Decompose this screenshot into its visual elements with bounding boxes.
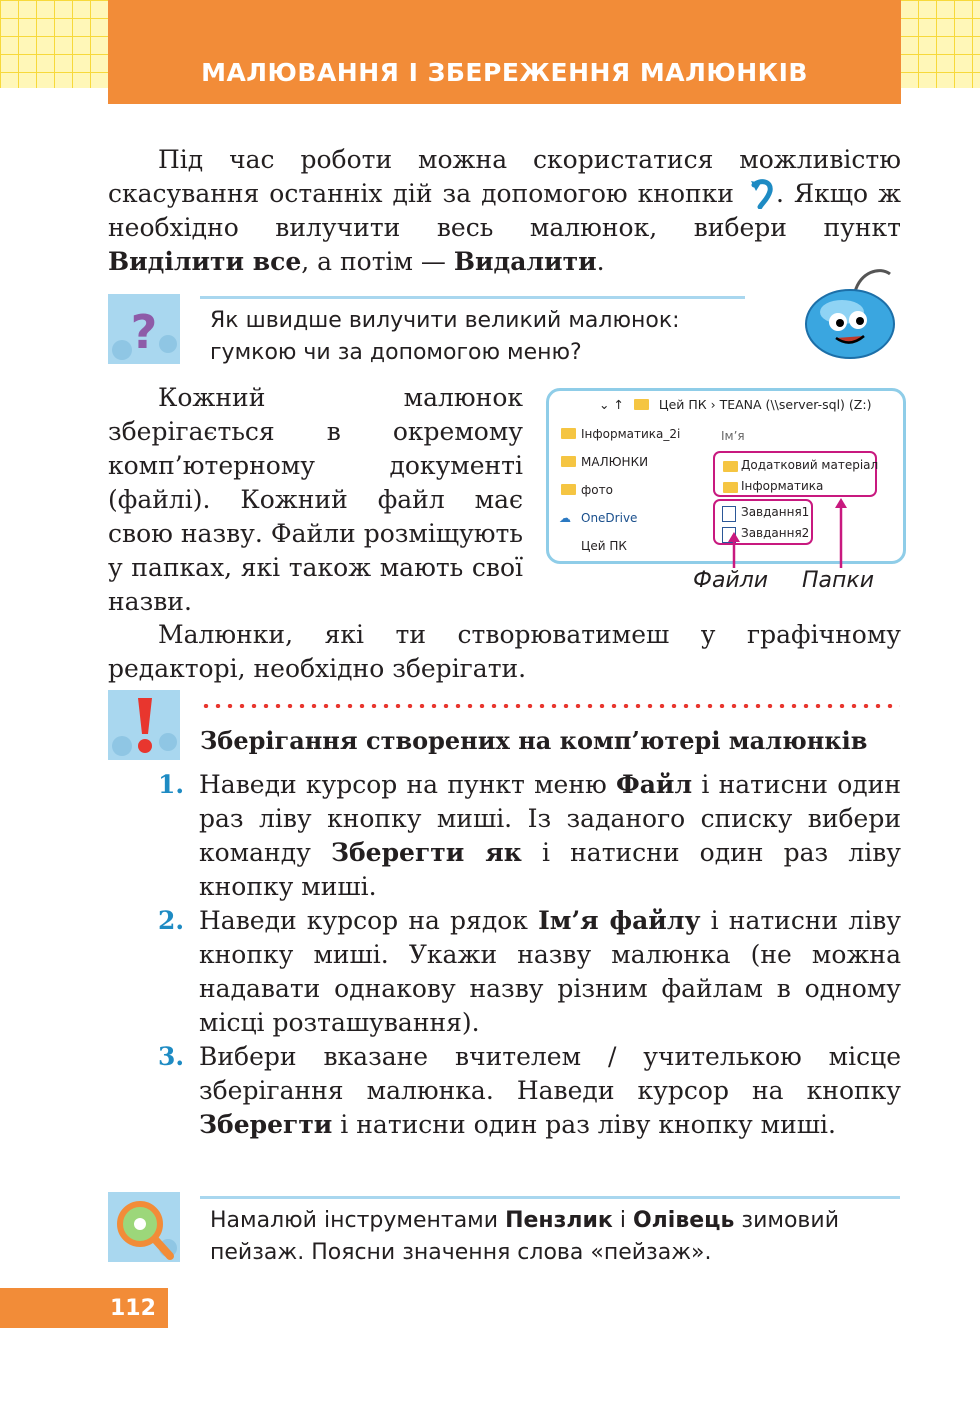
- address-text: Цей ПК › TEANA (\\server-sql) (Z:): [658, 397, 872, 412]
- list-item: 3. Вибери вказане вчителем / учителькою місце зберігання малюнка. Наведи курсор на кнопку Зберегти і натисни один раз ліву кнопку миші.: [158, 1042, 901, 1139]
- grid-decoration-left: [0, 0, 108, 88]
- files-label: Файли: [693, 568, 769, 593]
- address-bar: [599, 397, 871, 412]
- back-arrow-icon: ⌄ ↑: [599, 397, 624, 412]
- exclamation-icon: [108, 690, 180, 760]
- page-title: МАЛЮВАННЯ І ЗБЕРЕЖЕННЯ МАЛЮНКІВ: [201, 58, 808, 87]
- dotted-divider: [200, 704, 900, 708]
- folder-icon: [561, 456, 576, 467]
- nav-item[interactable]: МАЛЮНКИ: [557, 451, 707, 479]
- file-row[interactable]: Завдання1: [719, 503, 809, 523]
- question-text: Як швидше вилучити великий малюнок: гумкою чи за допомогою меню?: [210, 308, 680, 365]
- nav-item[interactable]: Цей ПК: [581, 539, 627, 553]
- question-divider: [200, 296, 745, 299]
- folder-icon: [723, 461, 738, 472]
- step-number: 3.: [158, 1042, 185, 1071]
- svg-text:?: ?: [130, 305, 158, 359]
- folder-row[interactable]: Додатковий матеріал: [719, 456, 878, 476]
- step-number: 1.: [158, 770, 185, 799]
- files-paragraph-text: Кожний малюнок зберігається в окремому комп’ютерному документі (файлі). Кожний файл має свою назву. Файли розміщують у папках, які також мають свої назви.: [108, 383, 523, 616]
- magnifier-icon: [108, 1192, 180, 1262]
- folder-icon: [561, 484, 576, 495]
- folders-label: Папки: [802, 568, 874, 593]
- intro-text-4: .: [596, 247, 605, 276]
- name-column-header[interactable]: Ім’я: [721, 429, 745, 443]
- undo-icon: [750, 177, 776, 209]
- navigation-pane: [557, 423, 707, 563]
- intro-text-3: , а потім —: [301, 247, 454, 276]
- save-term: Зберегти: [199, 1110, 333, 1139]
- cloud-icon: ☁: [559, 511, 571, 525]
- list-item: 1. Наведи курсор на пункт меню Файл і натисни один раз ліву кнопку миші. Із заданого списку вибери команду Зберегти як і натисни один раз ліву кнопку миші.: [158, 770, 901, 901]
- mouse-mascot-icon: [800, 262, 905, 362]
- grid-decoration-right: [900, 0, 980, 88]
- file-name-term: Ім’я файлу: [538, 906, 701, 935]
- delete-term: Видалити: [453, 247, 597, 276]
- title-banner: [108, 0, 901, 104]
- steps-list: [158, 768, 901, 1142]
- folder-icon: [561, 428, 576, 439]
- nav-item[interactable]: ☁ OneDrive: [557, 507, 707, 535]
- steps-heading: Зберігання створених на комп’ютері малюнків: [200, 726, 868, 755]
- brush-term: Пензлик: [505, 1208, 613, 1233]
- save-paragraph-text: Малюнки, які ти створюватимеш у графічному редакторі, необхідно зберігати.: [108, 620, 901, 683]
- list-item: 2. Наведи курсор на рядок Ім’я файлу і натисни ліву кнопку миші. Укажи назву малюнка (не можна надавати однакову назву різним файлам в одному місці розташування).: [158, 906, 901, 1037]
- pointer-arrows: [700, 490, 880, 570]
- intro-text-2: . Якщо ж необхідно вилучити весь малюнок, вибери пункт: [108, 179, 901, 242]
- step-number: 2.: [158, 906, 185, 935]
- nav-item[interactable]: фото: [557, 479, 707, 507]
- save-as-term: Зберегти як: [330, 838, 522, 867]
- save-paragraph: [108, 618, 901, 686]
- pencil-term: Олівець: [632, 1208, 735, 1233]
- task-divider: [200, 1196, 900, 1199]
- nav-item[interactable]: Інформатика_2і: [557, 423, 707, 451]
- folder-row[interactable]: Інформатика: [719, 477, 823, 497]
- files-paragraph: [108, 381, 523, 619]
- select-all-term: Виділити все: [108, 247, 302, 276]
- file-row[interactable]: Завдання2: [719, 524, 809, 544]
- file-menu-term: Файл: [616, 770, 693, 799]
- intro-paragraph: [108, 143, 901, 279]
- question-icon: [108, 294, 180, 364]
- page-number: 112: [110, 1296, 156, 1321]
- task-text: Намалюй інструментами Пензлик і Олівець зимовий пейзаж. Поясни значення слова «пейзаж».: [210, 1208, 839, 1265]
- intro-text-1: Під час роботи можна скористатися можливістю скасування останніх дій за допомогою кнопки: [108, 145, 901, 208]
- folder-icon: [634, 399, 649, 410]
